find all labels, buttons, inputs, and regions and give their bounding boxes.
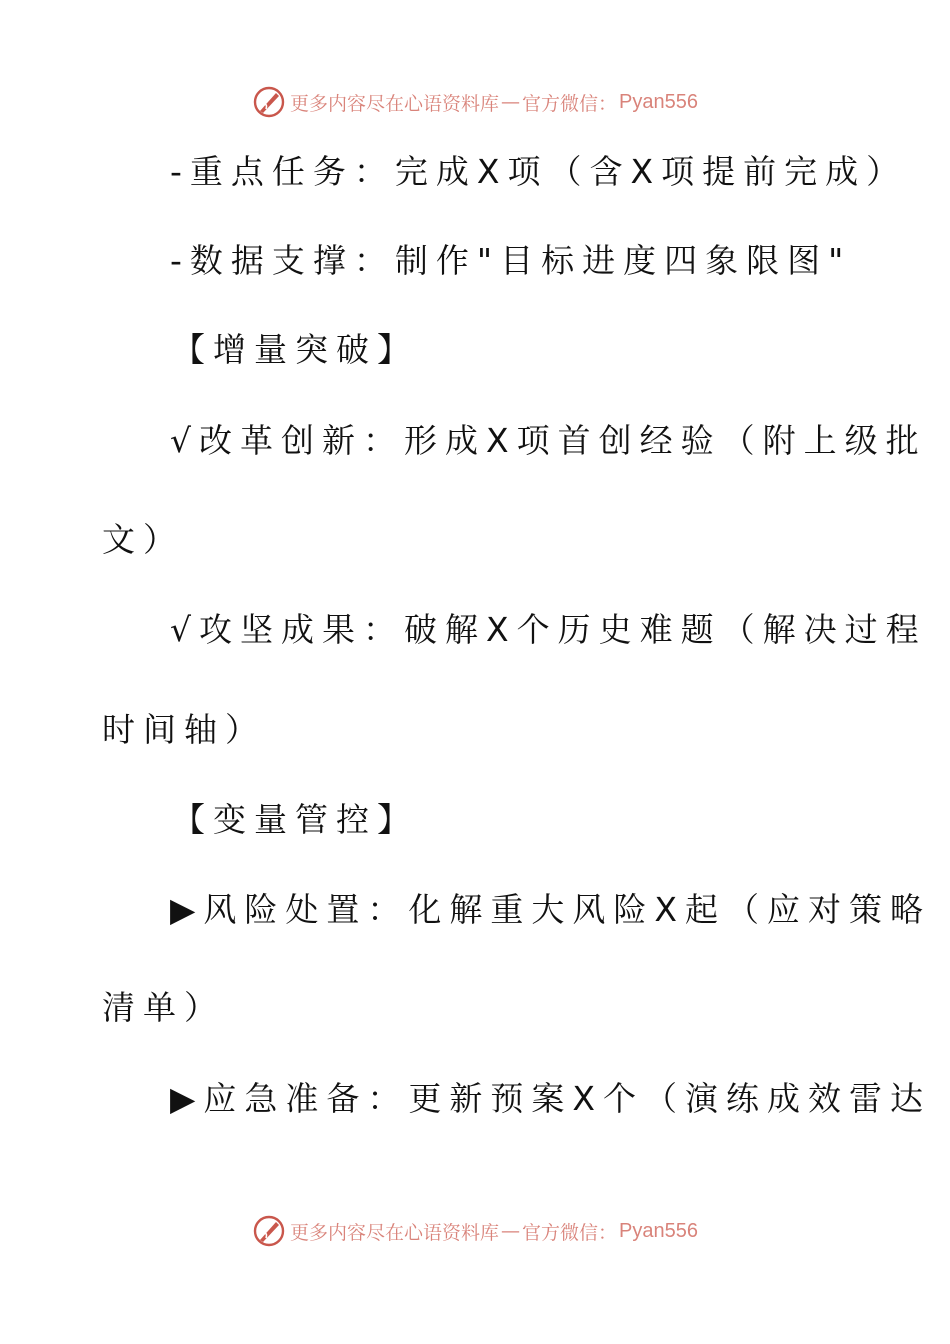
line-risk-handling: ▶风险处置：化解重大风险X起（应对策略 [170, 890, 931, 929]
watermark-text: 更多内容尽在心语资料库 [290, 92, 500, 115]
line-key-tasks: -重点任务：完成X项（含X项提前完成） [170, 152, 908, 191]
footer-watermark [0, 1211, 950, 1251]
line-tackling-results-cont: 时间轴） [102, 710, 266, 749]
watermark-label: 官方微信： [522, 92, 618, 115]
line-emergency-prep: ▶应急准备：更新预案X个（演练成效雷达 [170, 1079, 931, 1118]
watermark-text: 更多内容尽在心语资料库 [290, 1221, 500, 1244]
line-tackling-results: √攻坚成果：破解X个历史难题（解决过程 [170, 610, 927, 649]
line-risk-handling-cont: 清单） [102, 988, 225, 1027]
line-data-support: -数据支撑：制作"目标进度四象限图" [170, 241, 852, 280]
watermark-wechat-id: Pyan556 [619, 90, 698, 113]
quill-seal-icon [252, 1214, 286, 1248]
line-reform-innovation-cont: 文） [102, 520, 184, 559]
watermark-dash: — [501, 1220, 521, 1242]
watermark-label: 官方微信： [522, 1221, 618, 1244]
section-heading-increment: 【增量突破】 [172, 330, 418, 369]
line-reform-innovation: √改革创新：形成X项首创经验（附上级批 [170, 421, 927, 460]
header-watermark [0, 82, 950, 122]
quill-seal-icon [252, 85, 286, 119]
watermark-dash: — [501, 91, 521, 113]
watermark-wechat-id: Pyan556 [619, 1219, 698, 1242]
section-heading-variable: 【变量管控】 [172, 800, 418, 839]
